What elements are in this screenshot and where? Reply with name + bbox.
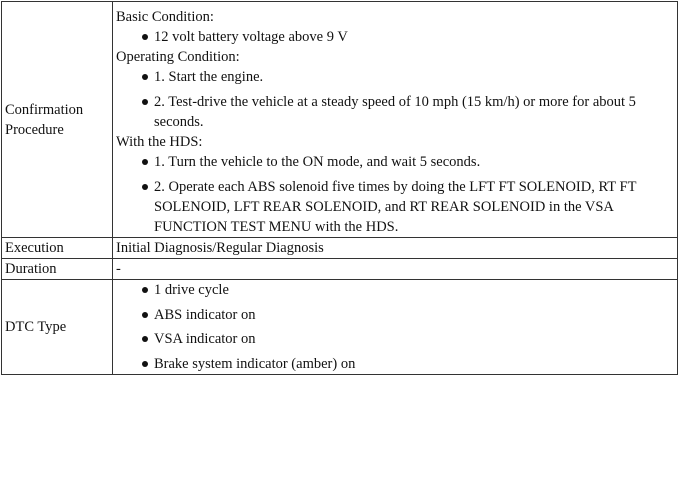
list-item: 12 volt battery voltage above 9 V [116,27,671,47]
dtc-type-list [116,280,671,374]
list-item: Brake system indicator (amber) on [116,354,671,374]
operating-condition-heading: Operating Condition: [116,49,240,65]
list-item: ABS indicator on [116,305,671,325]
duration-value: - [113,259,678,280]
list-item: 1. Start the engine. [116,67,671,87]
basic-condition-heading: Basic Condition: [116,9,214,25]
confirmation-label-line1: Confirmation [5,101,84,118]
execution-label: Execution [2,238,113,259]
list-item: VSA indicator on [116,329,671,349]
spec-table [1,1,678,375]
execution-value: Initial Diagnosis/Regular Diagnosis [113,238,678,259]
list-item: 1 drive cycle [116,280,671,300]
hds-heading: With the HDS: [116,134,203,150]
duration-label: Duration [2,259,113,280]
dtc-type-row [2,280,678,375]
dtc-type-value [113,280,678,375]
hds-list [116,152,671,237]
list-item: 2. Test-drive the vehicle at a steady speed of 10 mph (15 km/h) or more for about 5 seconds. [116,92,671,132]
duration-row [2,259,678,280]
confirmation-value [113,2,678,238]
execution-row [2,238,678,259]
list-item: 2. Operate each ABS solenoid five times by doing the LFT FT SOLENOID, RT FT SOLENOID, LFT REAR SOLENOID, and RT REAR SOLENOID in the VSA FUNCTION TEST MENU with the HDS. [116,177,671,237]
operating-condition-list [116,67,671,132]
confirmation-label [2,2,113,238]
confirmation-row [2,2,678,238]
basic-condition-list [116,27,671,47]
confirmation-label-line2: Procedure [5,121,64,138]
dtc-type-label: DTC Type [2,280,113,375]
list-item: 1. Turn the vehicle to the ON mode, and wait 5 seconds. [116,152,671,172]
